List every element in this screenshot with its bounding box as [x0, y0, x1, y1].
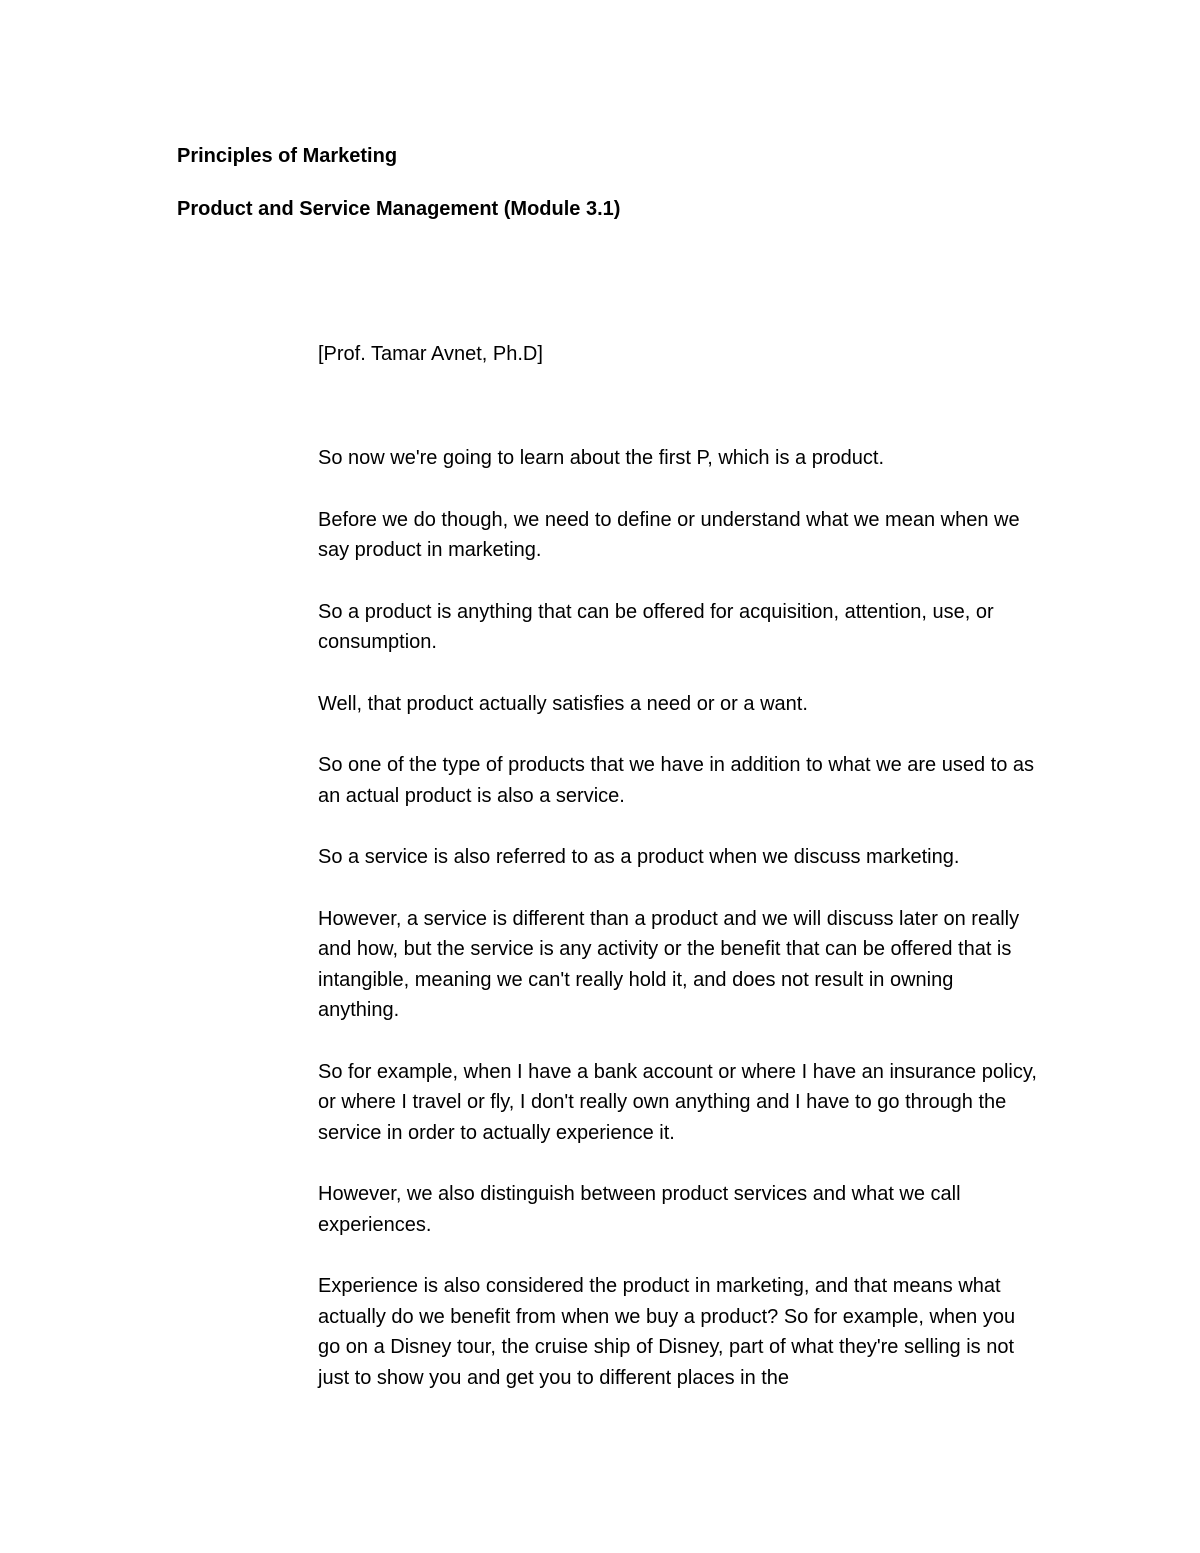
paragraph: So for example, when I have a bank account or where I have an insurance policy, or where I travel or fly, I don't really own anything and I have to go through the service in order to actually experience it. — [318, 1060, 1037, 1144]
paragraph: Experience is also considered the product in marketing, and that means what actually do we benefit from when we buy a product? So for example, when you go on a Disney tour, the cruise ship of Disney, part of what they're selling is not just to show you and get you to different places in the — [318, 1275, 1016, 1389]
paragraph: So a service is also referred to as a product when we discuss marketing. — [318, 846, 960, 868]
paragraph: So one of the type of products that we have in addition to what we are used to as an actual product is also a service. — [318, 754, 1035, 807]
paragraph: Well, that product actually satisfies a need or or a want. — [318, 692, 808, 715]
paragraph: So now we're going to learn about the first P, which is a product. — [318, 447, 884, 469]
paragraph: However, we also distinguish between product services and what we call experiences. — [318, 1183, 961, 1236]
transcript-body — [318, 443, 1038, 1424]
document-title: Principles of Marketing — [177, 145, 398, 167]
paragraph: Before we do though, we need to define or understand what we mean when we say product in marketing. — [318, 508, 1020, 561]
paragraph: So a product is anything that can be offered for acquisition, attention, use, or consumption. — [318, 600, 994, 653]
document-subtitle: Product and Service Management (Module 3.1) — [177, 198, 621, 220]
author-line: [Prof. Tamar Avnet, Ph.D] — [318, 343, 543, 365]
paragraph: However, a service is different than a product and we will discuss later on really and how, but the service is any activity or the benefit that can be offered that is intangible, meaning we can't really hold it, and does not result in owning anything. — [318, 907, 1020, 1021]
